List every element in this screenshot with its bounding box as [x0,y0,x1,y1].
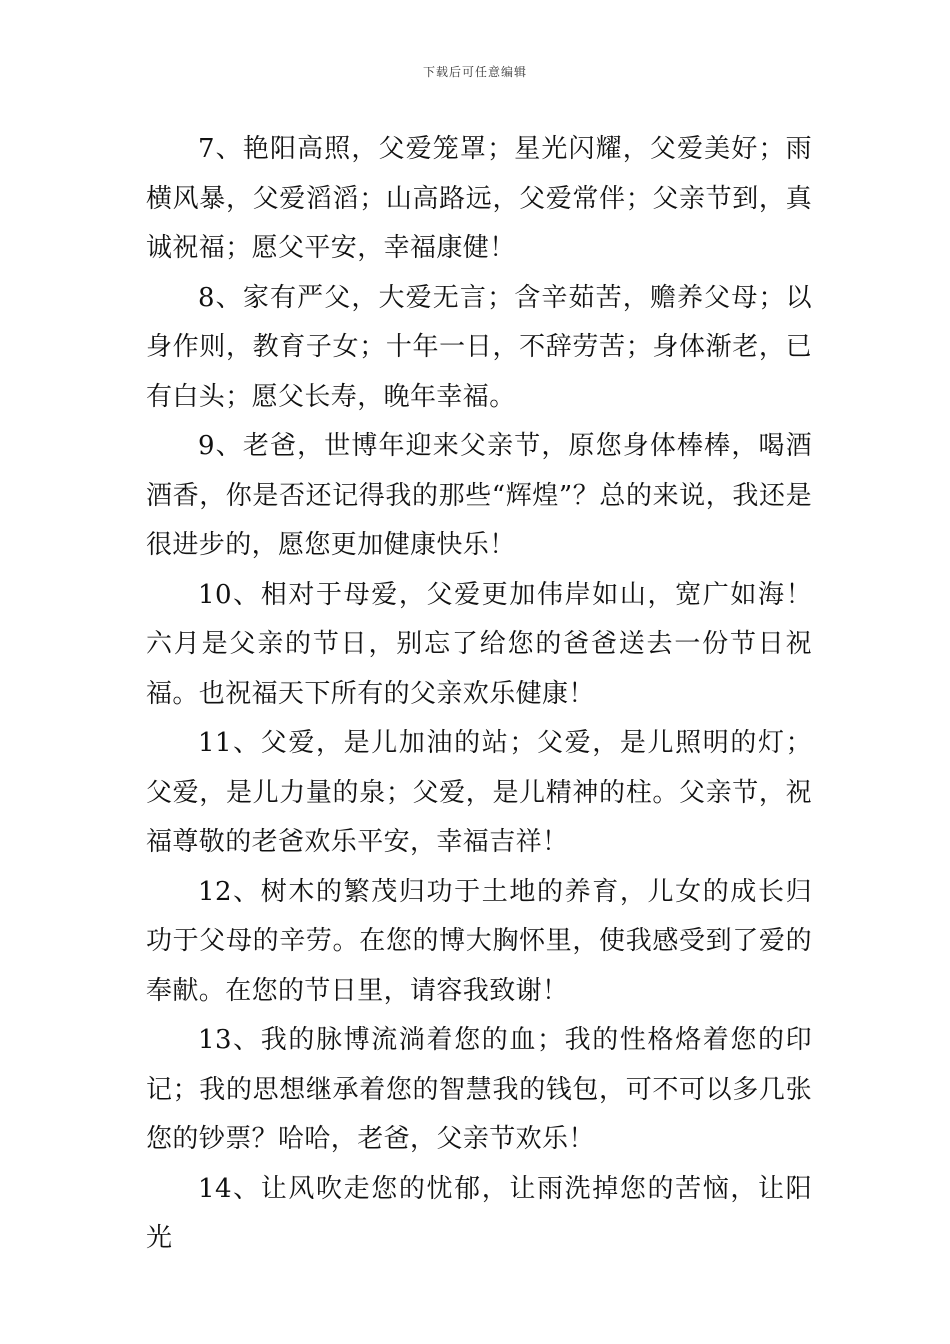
paragraph-12: 12、树木的繁茂归功于土地的养育，儿女的成长归功于父母的辛劳。在您的博大胸怀里，使我感受到了爱的奉献。在您的节日里，请容我致谢！ [146,876,812,1006]
document-body [146,125,812,1264]
paragraph-9: 9、老爸，世博年迎来父亲节，原您身体棒棒，喝酒酒香，你是否还记得我的那些“辉煌”？总的来说，我还是很进步的，愿您更加健康快乐！ [146,431,812,560]
paragraph-11: 11、父爱，是儿加油的站；父爱，是儿照明的灯；父爱，是儿力量的泉；父爱，是儿精神的柱。父亲节，祝福尊敬的老爸欢乐平安，幸福吉祥！ [146,728,812,857]
paragraph-14: 14、让风吹走您的忧郁，让雨洗掉您的苦恼，让阳光 [146,1173,812,1253]
paragraph-7: 7、艳阳高照，父爱笼罩；星光闪耀，父爱美好；雨横风暴，父爱滔滔；山高路远，父爱常伴；父亲节到，真诚祝福；愿父平安，幸福康健！ [146,134,812,263]
paragraph-10: 10、相对于母爱，父爱更加伟岸如山，宽广如海！六月是父亲的节日，别忘了给您的爸爸送去一份节日祝福。也祝福天下所有的父亲欢乐健康！ [146,579,812,709]
page-header: 下载后可任意编辑 [422,65,527,79]
paragraph-8: 8、家有严父，大爱无言；含辛茹苦，赡养父母；以身作则，教育子女；十年一日，不辞劳苦；身体渐老，已有白头；愿父长寿，晚年幸福。 [146,282,812,412]
paragraph-13: 13、我的脉博流淌着您的血；我的性格烙着您的印记；我的思想继承着您的智慧我的钱包，可不可以多几张您的钞票？哈哈，老爸，父亲节欢乐！ [146,1025,812,1154]
